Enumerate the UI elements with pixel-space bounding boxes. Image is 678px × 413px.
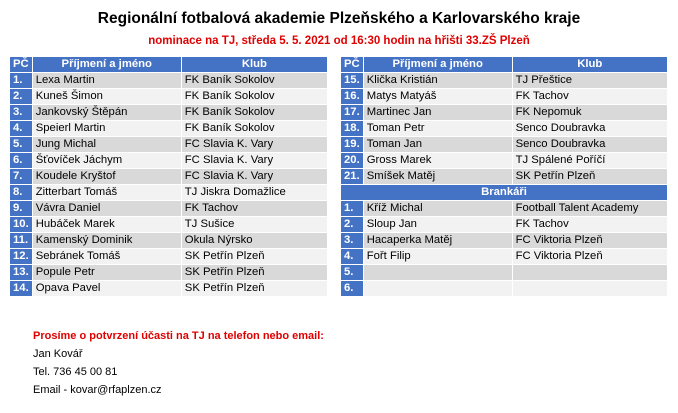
column-header-name: Příjmení a jméno [32,57,181,73]
player-club: Football Talent Academy [512,201,667,217]
player-number: 11. [10,233,33,249]
player-club: FC Viktoria Plzeň [512,233,667,249]
player-club: SK Petřín Plzeň [181,249,327,265]
player-number: 13. [10,265,33,281]
player-number: 2. [341,217,364,233]
player-club: TJ Sušice [181,217,327,233]
right-table-header [341,57,668,73]
player-club: Senco Doubravka [512,137,667,153]
table-row [10,153,328,169]
table-row [341,153,668,169]
player-number: 9. [10,201,33,217]
table-row [10,105,328,121]
player-name: Matys Matyáš [363,89,512,105]
goalkeeper-row [341,249,668,265]
player-name: Hacaperka Matěj [363,233,512,249]
table-row [10,137,328,153]
player-club [512,265,667,281]
player-name: Kamenský Dominik [32,233,181,249]
goalkeeper-row [341,281,668,297]
table-row [10,169,328,185]
player-name: Toman Petr [363,121,512,137]
page-subtitle: nominace na TJ, středa 5. 5. 2021 od 16:30 hodin na hřišti 33.ZŠ Plzeň [148,35,530,47]
player-name: Zitterbart Tomáš [32,185,181,201]
player-number: 5. [10,137,33,153]
player-number: 12. [10,249,33,265]
player-number: 10. [10,217,33,233]
player-number: 6. [341,281,364,297]
table-row [10,73,328,89]
player-club: FC Slavia K. Vary [181,153,327,169]
player-name: Jankovský Štěpán [32,105,181,121]
player-name: Sebránek Tomáš [32,249,181,265]
player-number: 4. [10,121,33,137]
player-club: SK Petřín Plzeň [181,265,327,281]
table-row [10,249,328,265]
table-row [10,201,328,217]
player-name: Opava Pavel [32,281,181,297]
player-club: TJ Spálené Poříčí [512,153,667,169]
player-name: Sloup Jan [363,217,512,233]
player-club [512,281,667,297]
page-title: Regionální fotbalová akademie Plzeňského a Karlovarského kraje [97,10,581,27]
goalkeeper-row [341,201,668,217]
player-number: 21. [341,169,364,185]
player-club: Okula Nýrsko [181,233,327,249]
table-row [341,121,668,137]
player-club: FK Tachov [512,89,667,105]
player-number: 3. [341,233,364,249]
player-number: 16. [341,89,364,105]
goalkeepers-heading: Brankáři [341,185,668,201]
player-club: FK Baník Sokolov [181,89,327,105]
column-header-club: Klub [512,57,667,73]
player-name: Kříž Michal [363,201,512,217]
table-row [10,233,328,249]
left-roster-table [9,56,328,297]
player-number: 2. [10,89,33,105]
player-number: 18. [341,121,364,137]
table-row [10,89,328,105]
player-club: TJ Přeštice [512,73,667,89]
left-table-header [10,57,328,73]
player-name: Jung Michal [32,137,181,153]
table-row [10,217,328,233]
contact-heading: Prosíme o potvrzení účasti na TJ na telefon nebo email: [33,330,324,342]
player-club: FK Tachov [181,201,327,217]
player-name: Šťovíček Jáchym [32,153,181,169]
player-number: 5. [341,265,364,281]
goalkeepers-section-header [341,185,668,201]
table-row [341,137,668,153]
player-name: Lexa Martin [32,73,181,89]
player-number: 14. [10,281,33,297]
player-name: Koudele Kryštof [32,169,181,185]
player-number: 19. [341,137,364,153]
player-number: 6. [10,153,33,169]
player-name: Hubáček Marek [32,217,181,233]
right-roster-table [340,56,668,297]
player-name: Martinec Jan [363,105,512,121]
contact-name: Jan Kovář [33,348,83,360]
contact-phone: Tel. 736 45 00 81 [33,366,118,378]
contact-email: Email - kovar@rfaplzen.cz [33,384,162,396]
player-club: SK Petřín Plzeň [512,169,667,185]
player-number: 17. [341,105,364,121]
column-header-name: Příjmení a jméno [363,57,512,73]
player-number: 1. [341,201,364,217]
player-club: FK Baník Sokolov [181,105,327,121]
player-number: 8. [10,185,33,201]
player-number: 20. [341,153,364,169]
player-club: FK Baník Sokolov [181,121,327,137]
player-club: FK Nepomuk [512,105,667,121]
player-club: SK Petřín Plzeň [181,281,327,297]
table-row [341,73,668,89]
player-name: Speierl Martin [32,121,181,137]
player-name: Vávra Daniel [32,201,181,217]
goalkeeper-row [341,217,668,233]
player-number: 7. [10,169,33,185]
player-club: FK Tachov [512,217,667,233]
player-club: Senco Doubravka [512,121,667,137]
player-name: Kuneš Šimon [32,89,181,105]
player-club: FC Slavia K. Vary [181,169,327,185]
player-number: 1. [10,73,33,89]
player-name: Toman Jan [363,137,512,153]
table-row [10,185,328,201]
table-row [341,105,668,121]
goalkeeper-row [341,233,668,249]
player-name: Smíšek Matěj [363,169,512,185]
table-row [341,169,668,185]
player-number: 15. [341,73,364,89]
column-header-num: PČ [341,57,364,73]
table-row [10,121,328,137]
player-name: Fořt Filip [363,249,512,265]
player-club: FC Viktoria Plzeň [512,249,667,265]
table-row [10,265,328,281]
player-name: Gross Marek [363,153,512,169]
player-club: TJ Jiskra Domažlice [181,185,327,201]
player-name [363,281,512,297]
player-name: Klička Kristián [363,73,512,89]
player-club: FK Baník Sokolov [181,73,327,89]
player-club: FC Slavia K. Vary [181,137,327,153]
goalkeeper-row [341,265,668,281]
column-header-club: Klub [181,57,327,73]
player-name [363,265,512,281]
player-name: Popule Petr [32,265,181,281]
table-row [10,281,328,297]
table-row [341,89,668,105]
column-header-num: PČ [10,57,33,73]
player-number: 3. [10,105,33,121]
player-number: 4. [341,249,364,265]
